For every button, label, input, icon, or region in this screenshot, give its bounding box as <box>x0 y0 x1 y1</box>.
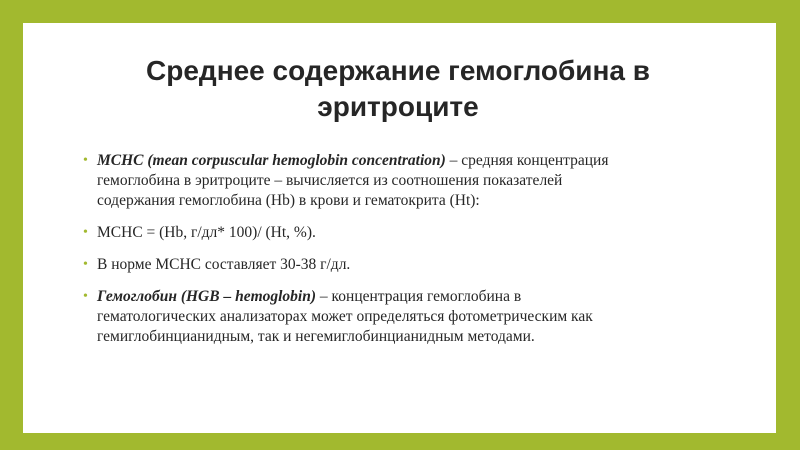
bullet-icon: • <box>83 153 88 168</box>
bullet-text-line-3: содержания гемоглобина (Hb) в крови и гематокрита (Ht): <box>97 192 480 209</box>
bullet-text-line-1: – концентрация гемоглобина в <box>316 288 522 305</box>
bullet-text: МСНС = (Hb, г/дл* 100)/ (Ht, %). <box>97 224 316 241</box>
bullet-text-line-1: – средняя концентрация <box>445 152 609 169</box>
bullet-text-line-2: гематологических анализаторах может определяться фотометрическим как <box>97 308 593 325</box>
title-line-1: Среднее содержание гемоглобина в <box>146 55 650 86</box>
bullet-icon: • <box>83 225 88 240</box>
bullet-list <box>83 151 723 359</box>
bullet-text-line-3: гемиглобинцианидным, так и негемиглобинцианидным методами. <box>97 328 535 345</box>
title-line-2: эритроците <box>317 91 479 122</box>
term-hgb: Гемоглобин (HGB – hemoglobin) <box>97 288 317 305</box>
bullet-item-hemoglobin <box>83 287 723 347</box>
bullet-text-line-2: гемоглобина в эритроците – вычисляется из соотношения показателей <box>97 172 563 189</box>
bullet-text: В норме МСНС составляет 30-38 г/дл. <box>97 256 351 273</box>
bullet-item-mchc-norm <box>83 255 723 275</box>
slide <box>23 23 776 433</box>
bullet-icon: • <box>83 289 88 304</box>
bullet-icon: • <box>83 257 88 272</box>
bullet-item-mchc-definition <box>83 151 723 211</box>
slide-title <box>83 53 713 125</box>
bullet-item-mchc-formula <box>83 223 723 243</box>
term-mchc: МСНС (mean corpuscular hemoglobin concentration) <box>97 152 446 169</box>
